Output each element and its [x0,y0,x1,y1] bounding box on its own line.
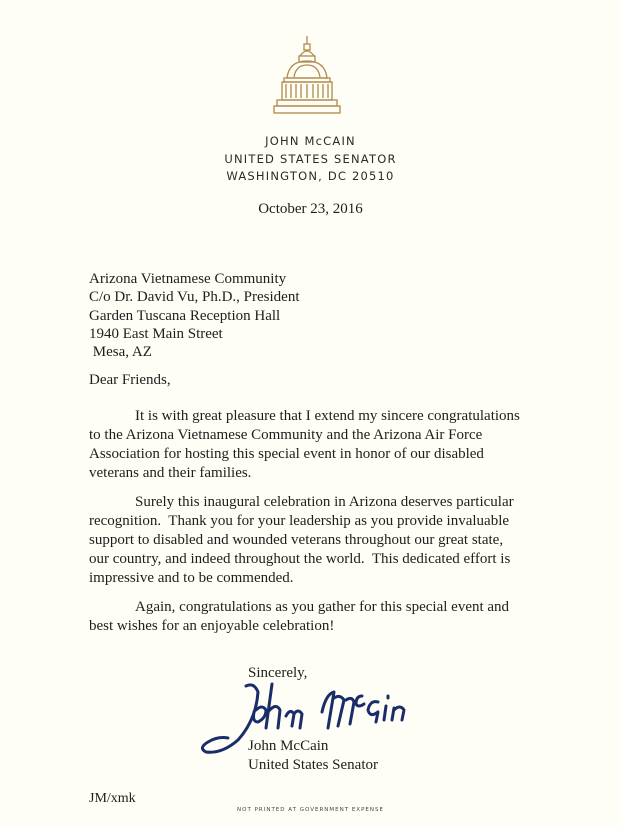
letterhead-title: UNITED STATES SENATOR [224,152,397,166]
paragraph-line: to the Arizona Vietnamese Community and the Arizona Air Force [89,427,483,443]
footer-notice: NOT PRINTED AT GOVERNMENT EXPENSE [237,807,384,813]
body-paragraph [89,407,559,483]
paragraph-line: Again, congratulations as you gather for this special event and [135,599,510,615]
signer-title: United States Senator [248,757,378,773]
paragraph-line: support to disabled and wounded veterans throughout our great state, [89,532,504,548]
address-line: Arizona Vietnamese Community [89,271,287,287]
paragraph-line: Surely this inaugural celebration in Arizona deserves particular [135,494,514,510]
paragraph-line: Association for hosting this special event in honor of our disabled [89,446,484,462]
address-line: Mesa, AZ [89,344,152,361]
recipient-address [89,270,300,361]
paragraph-line: veterans and their families. [89,465,252,481]
letterhead-location: WASHINGTON, DC 20510 [226,169,395,183]
paragraph-line: best wishes for an enjoyable celebration! [89,618,335,634]
capitol-dome-icon [272,34,342,116]
address-line: 1940 East Main Street [89,325,223,342]
reference-initials: JM/xmk [89,791,136,806]
body-paragraph [89,493,559,588]
paragraph-line: our country, and indeed throughout the world. This dedicated effort is [89,551,511,567]
paragraph-line: It is with great pleasure that I extend my sincere congratulations [135,408,520,424]
body-paragraph [89,598,559,636]
salutation: Dear Friends, [89,372,171,388]
paragraph-line: recognition. Thank you for your leadership as you provide invaluable [89,513,510,529]
letterhead-name: JOHN McCAIN [265,134,356,148]
signer-name: John McCain [248,738,329,754]
address-line: Garden Tuscana Reception Hall [89,307,281,324]
address-line: C/o Dr. David Vu, Ph.D., President [89,289,300,306]
letter-date: October 23, 2016 [258,201,363,217]
closing: Sincerely, [248,665,308,681]
paragraph-line: impressive and to be commended. [89,570,294,586]
